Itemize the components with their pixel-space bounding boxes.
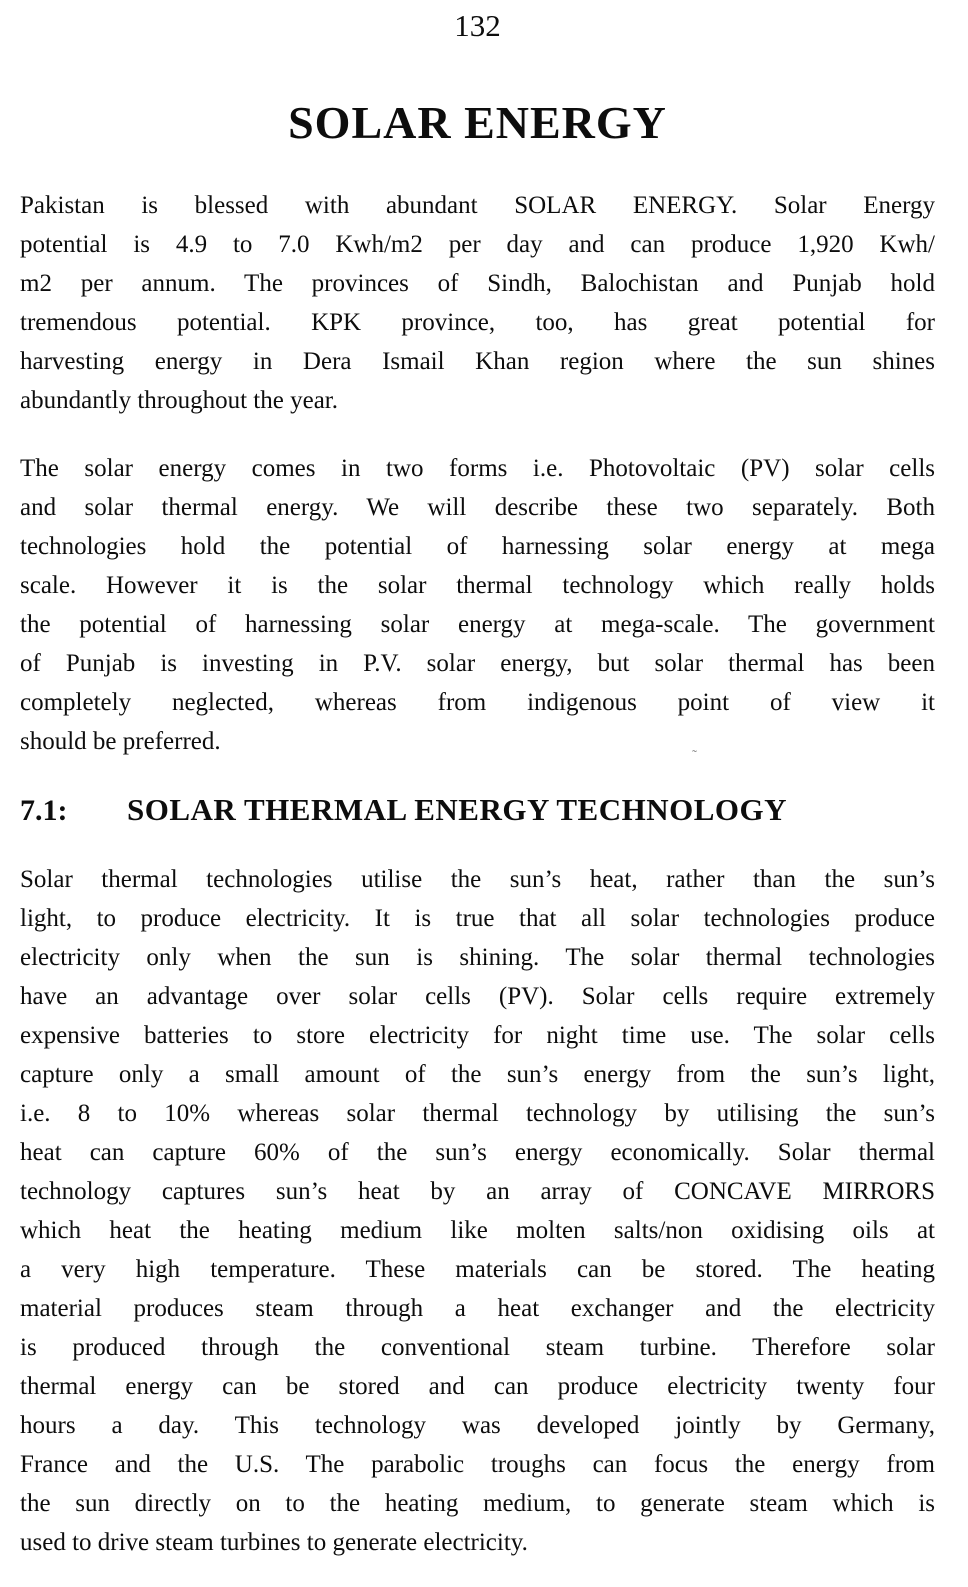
paragraph-solar-thermal bbox=[20, 860, 935, 1562]
text-line: harvesting energy in Dera Ismail Khan region where the sun shines bbox=[20, 348, 935, 375]
text-line: technologies hold the potential of harnessing solar energy at mega bbox=[20, 533, 935, 560]
text-line: heat can capture 60% of the sun’s energy economically. Solar thermal bbox=[20, 1139, 935, 1166]
text-line: tremendous potential. KPK province, too, has great potential for bbox=[20, 309, 935, 336]
text-line: a very high temperature. These materials can be stored. The heating bbox=[20, 1256, 935, 1283]
text-line: The solar energy comes in two forms i.e. Photovoltaic (PV) solar cells bbox=[20, 455, 935, 482]
text-line: material produces steam through a heat exchanger and the electricity bbox=[20, 1295, 935, 1322]
text-line: scale. However it is the solar thermal technology which really holds bbox=[20, 572, 935, 599]
text-line: Solar thermal technologies utilise the sun’s heat, rather than the sun’s bbox=[20, 866, 935, 893]
text-line: potential is 4.9 to 7.0 Kwh/m2 per day and can produce 1,920 Kwh/ bbox=[20, 231, 935, 258]
text-line: technology captures sun’s heat by an array of CONCAVE MIRRORS bbox=[20, 1178, 935, 1205]
text-line: Pakistan is blessed with abundant SOLAR ENERGY. Solar Energy bbox=[20, 192, 935, 219]
paragraph-two-forms bbox=[20, 449, 935, 761]
paragraph-intro bbox=[20, 186, 935, 420]
text-line: expensive batteries to store electricity for night time use. The solar cells bbox=[20, 1022, 935, 1049]
document-title: SOLAR ENERGY bbox=[288, 97, 667, 148]
text-line: France and the U.S. The parabolic troughs can focus the energy from bbox=[20, 1451, 935, 1478]
text-line: should be preferred. bbox=[20, 728, 221, 755]
text-line: m2 per annum. The provinces of Sindh, Balochistan and Punjab hold bbox=[20, 270, 935, 297]
section-title: SOLAR THERMAL ENERGY TECHNOLOGY bbox=[127, 792, 788, 827]
text-line: electricity only when the sun is shining. The solar thermal technologies bbox=[20, 944, 935, 971]
text-line: and solar thermal energy. We will describe these two separately. Both bbox=[20, 494, 935, 521]
text-line: light, to produce electricity. It is true that all solar technologies produce bbox=[20, 905, 935, 932]
text-line: hours a day. This technology was developed jointly by Germany, bbox=[20, 1412, 935, 1439]
text-line: is produced through the conventional steam turbine. Therefore solar bbox=[20, 1334, 935, 1361]
text-line: the sun directly on to the heating medium, to generate steam which is bbox=[20, 1490, 935, 1517]
text-line: the potential of harnessing solar energy at mega-scale. The government bbox=[20, 611, 935, 638]
text-line: used to drive steam turbines to generate electricity. bbox=[20, 1529, 528, 1556]
text-line: completely neglected, whereas from indigenous point of view it bbox=[20, 689, 935, 716]
text-line: abundantly throughout the year. bbox=[20, 387, 338, 414]
text-line: capture only a small amount of the sun’s energy from the sun’s light, bbox=[20, 1061, 935, 1088]
text-line: thermal energy can be stored and can produce electricity twenty four bbox=[20, 1373, 935, 1400]
section-heading bbox=[20, 790, 935, 831]
scan-artifact-mark: ˜ bbox=[692, 748, 697, 764]
text-line: i.e. 8 to 10% whereas solar thermal technology by utilising the sun’s bbox=[20, 1100, 935, 1127]
text-line: have an advantage over solar cells (PV). Solar cells require extremely bbox=[20, 983, 935, 1010]
text-line: which heat the heating medium like molten salts/non oxidising oils at bbox=[20, 1217, 935, 1244]
page-number: 132 bbox=[454, 8, 501, 43]
section-number: 7.1: bbox=[20, 794, 68, 827]
text-line: of Punjab is investing in P.V. solar energy, but solar thermal has been bbox=[20, 650, 935, 677]
